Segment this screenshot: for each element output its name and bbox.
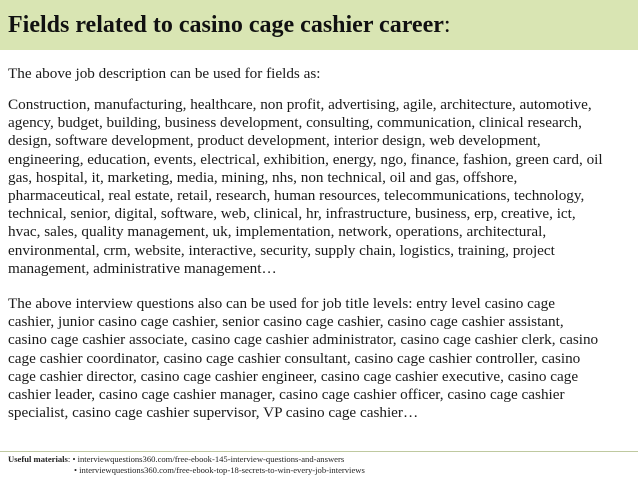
levels-line: specialist, casino cage cashier supervisor, VP casino cage cashier…	[8, 404, 419, 422]
footer-link[interactable]: • interviewquestions360.com/free-ebook-top-18-secrets-to-win-every-job-interviews	[74, 465, 365, 475]
slide-title	[8, 10, 638, 40]
title-bar	[0, 0, 638, 50]
fields-line: gas, hospital, it, marketing, media, mining, nhs, non technical, oil and gas, offshore,	[8, 168, 518, 186]
levels-line: The above interview questions also can be used for job title levels: entry level casino cage	[8, 295, 555, 312]
footer-separator: :	[67, 454, 71, 464]
fields-line: pharmaceutical, real estate, retail, research, human resources, telecommunications, technology,	[8, 187, 585, 205]
slide-title-text: Fields related to casino cage cashier career	[8, 12, 444, 38]
footer	[8, 454, 365, 476]
fields-line: technical, senior, digital, software, web, clinical, hr, infrastructure, business, erp, creative, ict,	[8, 205, 576, 223]
fields-line: engineering, education, events, electrical, exhibition, energy, ngo, finance, fashion, green card, oil	[8, 150, 603, 168]
levels-line: cashier leader, casino cage cashier manager, casino cage cashier officer, casino cage cashier	[8, 386, 565, 404]
slide-title-colon: :	[443, 12, 451, 38]
levels-line: cage cashier director, casino cage cashier engineer, casino cage cashier executive, casino cage	[8, 367, 579, 385]
fields-line: hvac, sales, quality management, uk, implementation, network, operations, architectural,	[8, 223, 547, 241]
levels-line: casino cage cashier associate, casino cage cashier administrator, casino cage cashier clerk, casino	[8, 331, 599, 349]
footer-row-1	[8, 454, 365, 465]
fields-line: management, administrative management…	[8, 259, 277, 277]
fields-line: environmental, crm, website, interactive, security, supply chain, logistics, training, project	[8, 241, 555, 259]
fields-line: Construction, manufacturing, healthcare, non profit, advertising, agile, architecture, automotive,	[8, 96, 592, 113]
levels-line: cashier, junior casino cage cashier, senior casino cage cashier, casino cage cashier assistant,	[8, 313, 564, 331]
fields-line: design, software development, product development, interior design, web development,	[8, 132, 541, 150]
levels-line: cage cashier coordinator, casino cage cashier consultant, casino cage cashier controller, casino	[8, 349, 581, 367]
intro-text: The above job description can be used for fields as:	[8, 65, 321, 82]
fields-paragraph	[8, 96, 636, 278]
footer-link[interactable]: • interviewquestions360.com/free-ebook-145-interview-questions-and-answers	[72, 454, 345, 464]
job-levels-paragraph	[8, 295, 636, 422]
footer-divider	[0, 451, 638, 452]
fields-line: agency, budget, building, business development, consulting, communication, clinical research,	[8, 114, 582, 132]
footer-label: Useful materials	[8, 454, 68, 464]
footer-row-2	[8, 465, 365, 476]
